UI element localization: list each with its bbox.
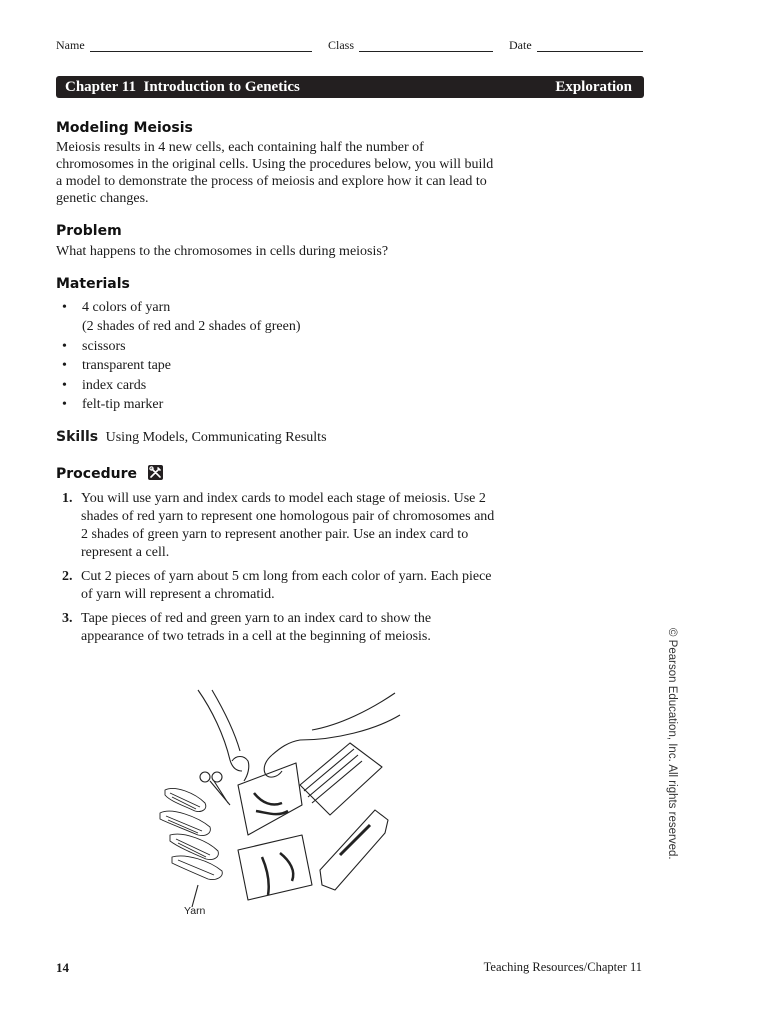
materials-list <box>62 298 300 414</box>
page-title: Modeling Meiosis <box>56 120 193 136</box>
skills-label: Skills <box>56 429 99 445</box>
problem-text: What happens to the chromosomes in cells during meiosis? <box>56 244 389 259</box>
intro-text: Meiosis results in 4 new cells, each containing half the number of chromosomes in the original cells. Using the procedures below, you will build a model to demonstrate the process of meiosis and explore how it can lead to genetic changes. <box>56 140 494 206</box>
yarn-cards-illustration <box>150 685 410 920</box>
illustration-caption: Yarn <box>184 905 206 917</box>
left-arm <box>198 690 242 771</box>
procedure-step: 1. You will use yarn and index cards to model each stage of meiosis. Use 2 shades of red yarn to represent one homologous pair of chromosomes and 2 shades of green yarn to represent another pair. Use an index card to represent a cell. <box>62 491 495 560</box>
tape-dispenser <box>320 810 388 890</box>
date-label: Date <box>509 38 532 52</box>
name-line[interactable] <box>90 51 312 52</box>
class-line[interactable] <box>359 51 493 52</box>
class-label: Class <box>328 38 355 52</box>
skills-line <box>56 429 327 446</box>
procedure-list <box>56 490 496 652</box>
footer-source: Teaching Resources/Chapter 11 <box>483 960 642 974</box>
materials-heading: Materials <box>56 276 130 292</box>
list-item: (2 shades of red and 2 shades of green) <box>82 319 301 335</box>
procedure-step: 3. Tape pieces of red and green yarn to an index card to show the appearance of two tetrads in a cell at the beginning of meiosis. <box>62 611 432 644</box>
skills-text: Using Models, Communicating Results <box>105 430 327 445</box>
list-item: • index cards <box>62 377 147 393</box>
list-item: • scissors <box>62 338 126 354</box>
date-line[interactable] <box>537 51 643 52</box>
name-label: Name <box>56 38 85 52</box>
list-item: • transparent tape <box>62 358 172 374</box>
procedure-step: 2. Cut 2 pieces of yarn about 5 cm long from each color of yarn. Each piece of yarn will represent a chromatid. <box>62 569 492 602</box>
chapter-title: Chapter 11 Introduction to Genetics <box>65 78 300 95</box>
problem-heading: Problem <box>56 223 122 239</box>
right-arm <box>272 715 400 755</box>
activity-type: Exploration <box>555 78 632 95</box>
list-item: • felt-tip marker <box>62 397 164 413</box>
copyright-notice: © Pearson Education, Inc. All rights reserved. <box>666 628 678 860</box>
bottom-card <box>238 835 312 900</box>
chapter-banner <box>56 76 644 98</box>
yarn-skeins <box>160 788 222 879</box>
safety-wrench-icon <box>148 465 163 480</box>
procedure-heading: Procedure <box>56 465 163 482</box>
page-number: 14 <box>56 960 69 975</box>
list-item: • 4 colors of yarn <box>62 300 171 315</box>
